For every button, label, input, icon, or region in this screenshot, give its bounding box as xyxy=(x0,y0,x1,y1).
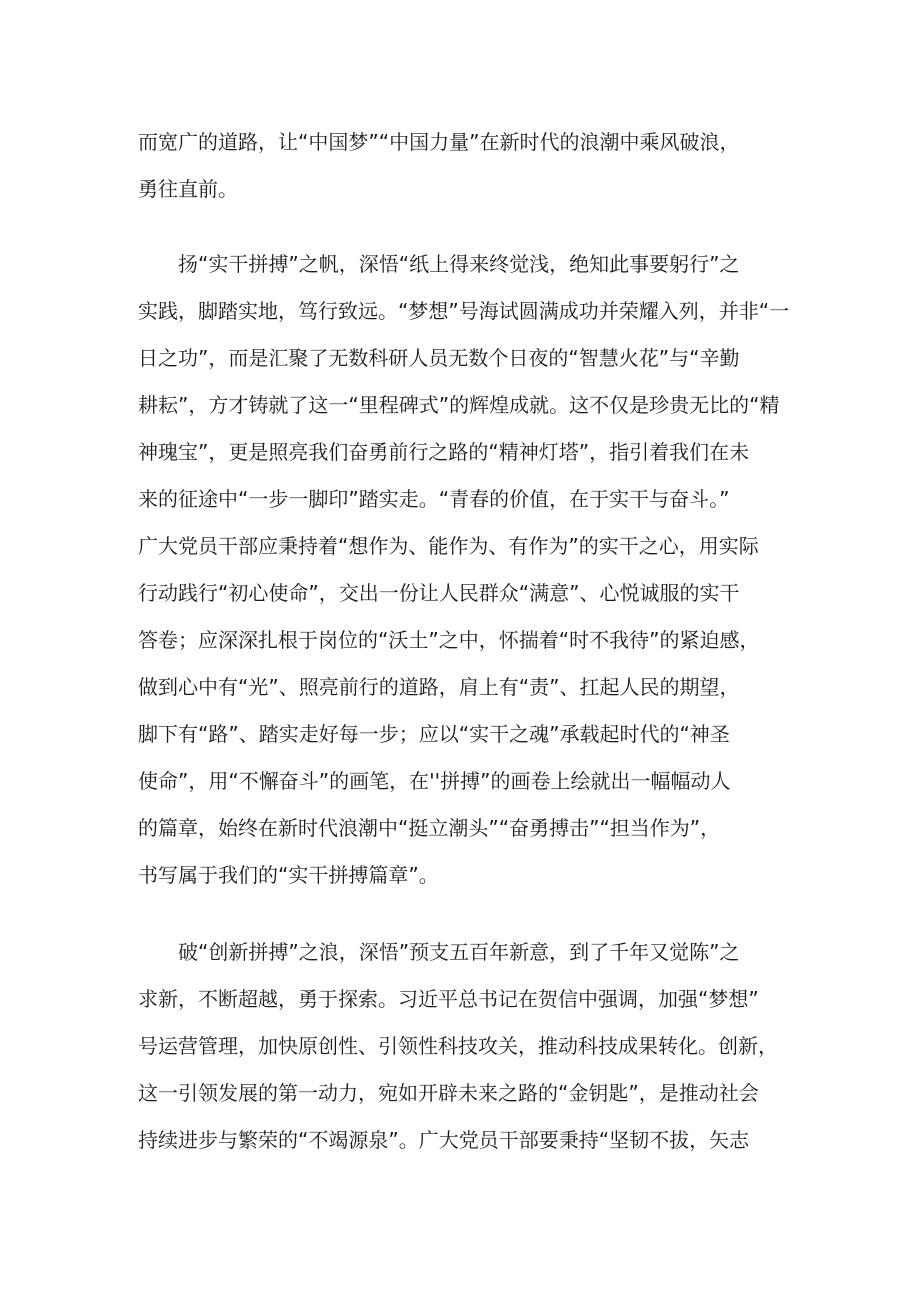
text-line: 的篇章，始终在新时代浪潮中“挺立潮头”“奋勇搏击”“担当作为”， xyxy=(138,816,721,840)
text-line: 勇往直前。 xyxy=(138,177,238,201)
text-line: 答卷；应深深扎根于岗位的“沃土”之中，怀揣着“时不我待”的紧迫感， xyxy=(138,628,760,652)
text-line: 脚下有“路”、踏实走好每一步；应以“实干之魂”承载起时代的“神圣 xyxy=(138,722,730,746)
text-line: 书写属于我们的“实干拼搏篇章”。 xyxy=(138,863,439,887)
text-line: 日之功”，而是汇聚了无数科研人员无数个日夜的“智慧火花”与“辛勤 xyxy=(138,346,740,370)
text-line: 而宽广的道路，让“中国梦”“中国力量”在新时代的浪潮中乘风破浪， xyxy=(138,130,740,154)
text-line: 神瑰宝”，更是照亮我们奋勇前行之路的“精神灯塔”，指引着我们在未 xyxy=(138,440,750,464)
text-line: 破“创新拼搏”之浪，深悟”预支五百年新意，到了千年又觉陈”之 xyxy=(178,940,740,964)
text-line: 求新，不断超越，勇于探索。习近平总书记在贺信中强调，加强“梦想” xyxy=(138,987,759,1011)
text-line: 持续进步与繁荣的“不竭源泉”。广大党员干部要秉持“坚韧不拔，矢志 xyxy=(138,1128,750,1152)
text-line: 实践，脚踏实地，笃行致远。“梦想”号海试圆满成功并荣耀入列，并非“一 xyxy=(138,299,790,323)
text-line: 广大党员干部应秉持着“想作为、能作为、有作为”的实干之心，用实际 xyxy=(138,534,759,558)
text-line: 耕耘”，方才铸就了这一“里程碑式”的辉煌成就。这不仅是珍贵无比的“精 xyxy=(138,393,780,417)
text-line: 做到心中有“光”、照亮前行的道路，肩上有“责”、扛起人民的期望， xyxy=(138,675,740,699)
text-line: 扬“实干拼搏”之帆，深悟“纸上得来终觉浅，绝知此事要躬行”之 xyxy=(178,252,740,276)
text-line: 这一引领发展的第一动力，宛如开辟未来之路的“金钥匙”，是推动社会 xyxy=(138,1081,759,1105)
text-line: 号运营管理，加快原创性、引领性科技攻关，推动科技成果转化。创新， xyxy=(138,1034,778,1058)
text-line: 行动践行“初心使命”，交出一份让人民群众“满意”、心悦诚服的实干 xyxy=(138,581,740,605)
text-line: 来的征途中“一步一脚印”踏实走。“青春的价值，在于实干与奋斗。” xyxy=(138,487,730,511)
text-line: 使命”，用“不懈奋斗”的画笔，在''拼搏”的画卷上绘就出一幅幅动人 xyxy=(138,769,731,793)
